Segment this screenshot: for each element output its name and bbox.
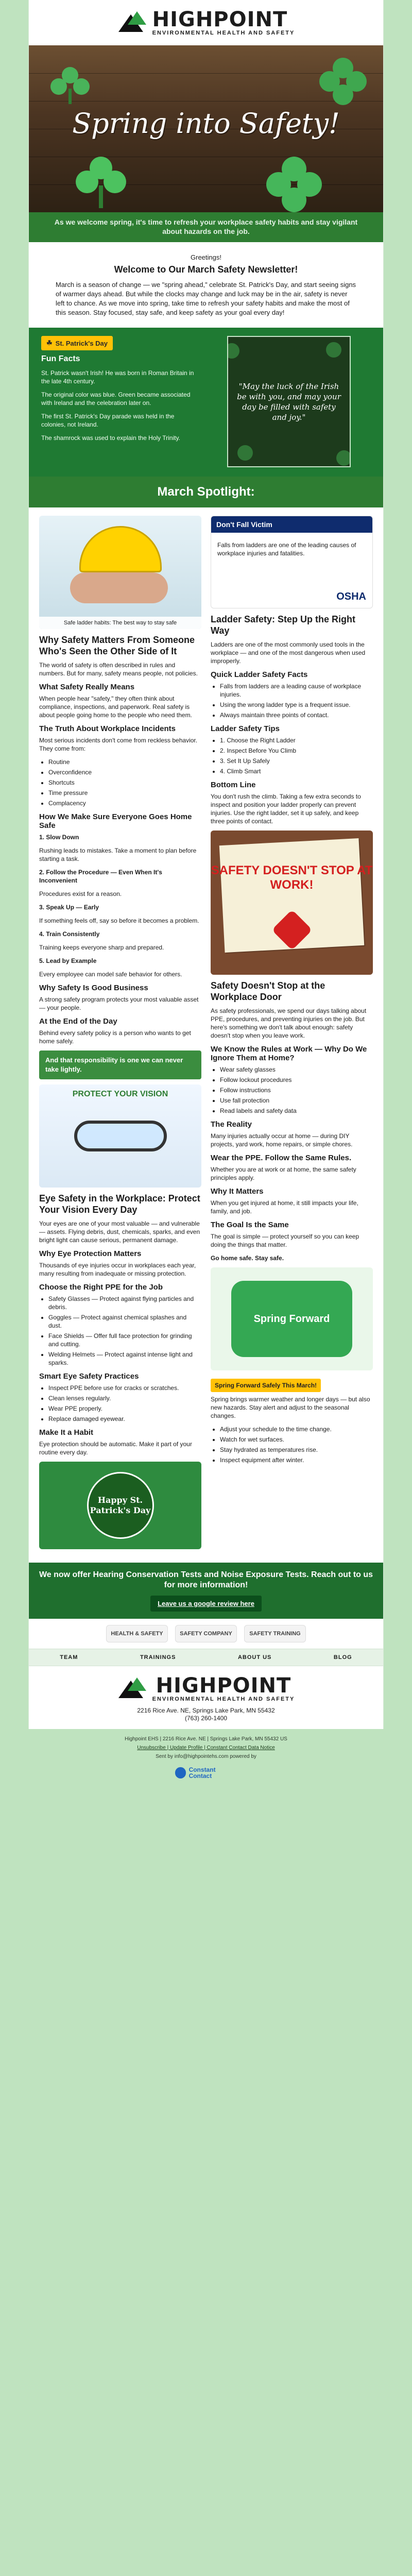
- nav-blog[interactable]: BLOG: [333, 1654, 352, 1660]
- welcome-section: [29, 242, 383, 328]
- home-safe-item-text: If something feels off, say so before it becomes a problem.: [39, 917, 199, 924]
- greeting: Greetings!: [191, 253, 221, 261]
- home-safe-item-text: Rushing leads to mistakes. Take a moment to plan before starting a task.: [39, 847, 197, 862]
- footer-logo: [29, 1675, 383, 1702]
- facts-image: [207, 336, 371, 467]
- home-safe-items: [39, 833, 201, 978]
- list-item: • 2. Inspect Before You Climb: [220, 747, 373, 755]
- article-title-safety-matters: Why Safety Matters From Someone Who's Seen the Other Side of It: [39, 635, 195, 656]
- list-item: • Falls from ladders are a leading cause of workplace injuries.: [220, 682, 373, 699]
- sent-by-line: Sent by info@highpointehs.com powered by: [156, 1754, 256, 1759]
- section-title-good-business: Why Safety Is Good Business: [39, 984, 148, 992]
- ladder-image-banner: Don't Fall Victim: [211, 516, 372, 533]
- section-text: You don't rush the climb. Taking a few extra seconds to inspect and position your ladder properly can prevent injuries. Use the right ladder, set it up safely, and keep three points of contact.: [211, 793, 361, 825]
- unsubscribe-links[interactable]: Unsubscribe | Update Profile | Constant Contact Data Notice: [137, 1745, 275, 1751]
- section-text: Behind every safety policy is a person who wants to get home safely.: [39, 1029, 191, 1045]
- hard-hat-image: [39, 516, 201, 629]
- list-item: • Replace damaged eyewear.: [48, 1415, 201, 1423]
- footer-brand: [29, 1666, 383, 1729]
- list-item: • Time pressure: [48, 789, 201, 797]
- logo-triangle-green: [128, 11, 146, 25]
- left-column: [39, 516, 201, 1554]
- goggles-icon: [74, 1121, 167, 1151]
- list-item: • Always maintain three points of contact.: [220, 711, 373, 719]
- list-item: • Follow lockout procedures: [220, 1076, 373, 1084]
- list-item: • 1. Choose the Right Ladder: [220, 736, 373, 744]
- section-title-make-habit: Make It a Habit: [39, 1428, 94, 1437]
- section-title-why-it-matters: Why It Matters: [211, 1187, 264, 1196]
- logo-text: [152, 1675, 295, 1702]
- ladder-image-stat: Falls from ladders are one of the leading causes of workplace injuries and fatalities.: [217, 541, 356, 557]
- footer-address: 2216 Rice Ave. NE, Springs Lake Park, MN 55432: [137, 1707, 275, 1714]
- section-text: Thousands of eye injuries occur in workplaces each year, many resulting from inadequate or missing protection.: [39, 1262, 196, 1277]
- spotlight-banner: March Spotlight:: [29, 477, 383, 507]
- logo-tagline: ENVIRONMENTAL HEALTH AND SAFETY: [152, 1696, 295, 1702]
- hearing-tests-text: We now offer Hearing Conservation Tests and Noise Exposure Tests. Reach out to us for more information!: [39, 1570, 373, 1589]
- ladder-facts-list: [211, 682, 373, 719]
- section-title-incidents: The Truth About Workplace Incidents: [39, 724, 176, 733]
- list-item: • 4. Climb Smart: [220, 767, 373, 775]
- section-title-goal: The Goal Is the Same: [211, 1221, 289, 1229]
- partner-logo: SAFETY TRAINING: [244, 1625, 306, 1642]
- responsibility-callout: And that responsibility is one we can never take lightly.: [39, 1050, 201, 1079]
- incident-causes-list: [39, 758, 201, 807]
- st-patricks-badge: [41, 336, 113, 350]
- spring-forward-image: [211, 1267, 373, 1370]
- list-item: • Welding Helmets — Protect against intense light and sparks.: [48, 1350, 201, 1367]
- partner-logo: HEALTH & SAFETY: [106, 1625, 168, 1642]
- section-title-bottom-line: Bottom Line: [211, 781, 256, 789]
- top-logo: [29, 0, 383, 45]
- hard-hat-icon: [79, 526, 162, 572]
- section-title-reality: The Reality: [211, 1120, 252, 1129]
- list-item: • Watch for wet surfaces.: [220, 1435, 373, 1444]
- section-title-end-of-day: At the End of the Day: [39, 1017, 117, 1026]
- ladder-tips-list: [211, 736, 373, 775]
- spring-forward-badge: Spring Forward Safely This March!: [211, 1379, 321, 1392]
- list-item: • Shortcuts: [48, 778, 201, 787]
- list-item: • Inspect equipment after winter.: [220, 1456, 373, 1464]
- hero-banner: [29, 45, 383, 212]
- section-title-wear-ppe: Wear the PPE. Follow the Same Rules.: [211, 1154, 352, 1162]
- work-rules-list: [211, 1065, 373, 1115]
- list-item: • Routine: [48, 758, 201, 766]
- home-safe-item-title: 1. Slow Down: [39, 834, 79, 841]
- list-item: • Face Shields — Offer full face protection for grinding and cutting.: [48, 1332, 201, 1348]
- logo-triangle-green: [128, 1677, 146, 1691]
- list-item: • Safety Glasses — Protect against flying particles and debris.: [48, 1295, 201, 1311]
- article-title-eye-safety: Eye Safety in the Workplace: Protect Your Vision Every Day: [39, 1193, 200, 1215]
- google-review-button[interactable]: Leave us a google review here: [150, 1596, 262, 1612]
- email-footer: [28, 1729, 384, 1791]
- section-text: A strong safety program protects your most valuable asset — your people.: [39, 996, 199, 1011]
- footer-nav: [29, 1649, 383, 1666]
- constant-contact-logo: [175, 1765, 237, 1781]
- section-text: The goal is simple — protect yourself so you can keep doing the things that matter.: [211, 1233, 359, 1248]
- leaf-decoration: [227, 343, 239, 359]
- hero-caption: As we welcome spring, it's time to refresh your workplace safety habits and stay vigilant about hazards on the job.: [29, 212, 383, 242]
- section-text: Whether you are at work or at home, the same safety principles apply.: [211, 1166, 356, 1181]
- facts-subtitle: Fun Facts: [41, 354, 80, 363]
- section-title-ladder-tips: Ladder Safety Tips: [211, 724, 280, 733]
- welcome-body: March is a season of change — we "spring ahead," celebrate St. Patrick's Day, and start seeing signs of warmer days ahead. But while the clocks may change and luck may be in the air, safety is never left to chance. As we move into spring, take time to refresh your safety habits and make the most of this season. Stay focused, stay safe, and keep safety as your goal every day!: [56, 281, 356, 316]
- osha-logo: OSHA: [336, 591, 366, 602]
- section-title-what-safety-means: What Safety Really Means: [39, 683, 135, 691]
- section-title-eye-protection-matters: Why Eye Protection Matters: [39, 1249, 142, 1258]
- clover-icon: [263, 154, 325, 212]
- right-column: [211, 516, 373, 1554]
- home-safe-item-text: Procedures exist for a reason.: [39, 890, 122, 897]
- section-title-rules-at-home: We Know the Rules at Work — Why Do We Ignore Them at Home?: [211, 1045, 367, 1062]
- list-item: • Read labels and safety data: [220, 1107, 373, 1115]
- home-safe-item-text: Training keeps everyone sharp and prepared.: [39, 944, 164, 951]
- eye-protection-label: PROTECT YOUR VISION: [72, 1090, 168, 1098]
- eye-practices-list: [39, 1384, 201, 1423]
- section-text: Spring brings warmer weather and longer days — but also new hazards. Stay alert and adjust to the seasonal changes.: [211, 1396, 370, 1419]
- logo-brand: HIGHPOINT: [152, 8, 288, 31]
- list-item: • Overconfidence: [48, 768, 201, 776]
- nav-about-us[interactable]: ABOUT US: [237, 1654, 272, 1660]
- clover-icon: [49, 66, 91, 107]
- home-safe-item-text: Every employee can model safe behavior for others.: [39, 971, 182, 978]
- email-canvas: [28, 0, 384, 1729]
- clover-icon: [73, 154, 129, 210]
- section-text: Eye protection should be automatic. Make it part of your routine every day.: [39, 1440, 192, 1456]
- constant-contact-icon: [175, 1767, 186, 1778]
- st-patricks-badge-label: St. Patrick's Day: [55, 339, 108, 347]
- spring-forward-pillow: Spring Forward: [231, 1281, 352, 1357]
- fact-1: St. Patrick wasn't Irish! He was born in Roman Britain in the late 4th century.: [41, 369, 194, 385]
- home-safe-item-title: 4. Train Consistently: [39, 930, 100, 938]
- list-item: • Use fall protection: [220, 1096, 373, 1105]
- clover-icon: [317, 56, 369, 107]
- section-title-home-safe: How We Make Sure Everyone Goes Home Safe: [39, 812, 192, 830]
- facts-text: [41, 336, 196, 467]
- list-item: • Follow instructions: [220, 1086, 373, 1094]
- section-text: Most serious incidents don't come from reckless behavior. They come from:: [39, 737, 198, 752]
- clover-icon: ☘: [46, 339, 53, 347]
- home-safe-item-title: 3. Speak Up — Early: [39, 904, 99, 911]
- list-item: • Adjust your schedule to the time change.: [220, 1425, 373, 1433]
- safety-doesnt-stop-image: [211, 831, 373, 975]
- partner-logo: SAFETY COMPANY: [175, 1625, 237, 1642]
- section-text: When people hear "safety," they often think about compliance, inspections, and paperwork. Real safety is about people going home to the people who need them.: [39, 695, 192, 719]
- spring-safety-list: [211, 1425, 373, 1464]
- article-title-home-safety: Safety Doesn't Stop at the Workplace Door: [211, 980, 325, 1002]
- section-text: When you get injured at home, it still impacts your life, family, and job.: [211, 1199, 358, 1215]
- list-item: • Wear safety glasses: [220, 1065, 373, 1074]
- spotlight-columns: [29, 516, 383, 1554]
- fact-2: The original color was blue. Green became associated with Ireland and the celebration later on.: [41, 391, 191, 406]
- constant-contact-text: Constant Contact: [188, 1766, 216, 1780]
- list-item: • Clean lenses regularly.: [48, 1394, 201, 1402]
- go-home-safe-line: Go home safe. Stay safe.: [211, 1255, 284, 1262]
- article-title-ladder-safety: Ladder Safety: Step Up the Right Way: [211, 614, 356, 636]
- highpoint-logo-mark: [117, 11, 147, 34]
- footer-line: Highpoint EHS | 2216 Rice Ave. NE | Springs Lake Park, MN 55432 US: [125, 1736, 287, 1742]
- hand-icon: [70, 572, 168, 603]
- st-patricks-image: [39, 1462, 201, 1549]
- highpoint-logo-mark: [117, 1677, 147, 1700]
- list-item: • Stay hydrated as temperatures rise.: [220, 1446, 373, 1454]
- list-item: • Wear PPE properly.: [48, 1404, 201, 1413]
- home-safe-item-title: 2. Follow the Procedure — Even When It's Inconvenient: [39, 869, 162, 884]
- quote-text: "May the luck of the Irish be with you, and may your day be filled with safety and joy.": [237, 381, 341, 422]
- home-safe-item-title: 5. Lead by Example: [39, 957, 97, 964]
- st-patricks-facts: [29, 328, 383, 477]
- list-item: • Goggles — Protect against chemical splashes and dust.: [48, 1313, 201, 1330]
- ppe-list: [39, 1295, 201, 1367]
- fact-3: The first St. Patrick's Day parade was held in the colonies, not Ireland.: [41, 413, 175, 428]
- partner-logos: [29, 1619, 383, 1649]
- section-text: Many injuries actually occur at home — during DIY projects, yard work, home repairs, or simple chores.: [211, 1132, 353, 1148]
- footer-phone: (763) 260-1400: [184, 1715, 228, 1722]
- list-item: • Complacency: [48, 799, 201, 807]
- list-item: • 3. Set It Up Safely: [220, 757, 373, 765]
- image-caption: Safe ladder habits: The best way to stay safe: [39, 617, 201, 629]
- section-title-eye-practices: Smart Eye Safety Practices: [39, 1372, 139, 1381]
- hearing-tests-banner: [29, 1563, 383, 1619]
- footer-links: [28, 1745, 384, 1751]
- eye-protection-image: [39, 1084, 201, 1188]
- section-title-choose-ppe: Choose the Right PPE for the Job: [39, 1283, 163, 1292]
- article-intro: Your eyes are one of your most valuable — and vulnerable — assets. Flying debris, dust, chemicals, sparks, and even bright light can cause serious, permanent damage.: [39, 1220, 200, 1244]
- leaf-decoration: [237, 445, 253, 461]
- nav-trainings[interactable]: TRAININGS: [140, 1654, 176, 1660]
- logo-tagline: ENVIRONMENTAL HEALTH AND SAFETY: [152, 30, 295, 36]
- section-title-ladder-facts: Quick Ladder Safety Facts: [211, 670, 308, 679]
- hero-title: Spring into Safety!: [72, 107, 340, 140]
- logo-text: [152, 9, 295, 36]
- list-item: • Using the wrong ladder type is a frequent issue.: [220, 701, 373, 709]
- safety-doesnt-stop-text: SAFETY DOESN'T STOP AT WORK!: [211, 863, 373, 892]
- ladder-safety-image: [211, 516, 373, 608]
- leaf-decoration: [326, 342, 341, 358]
- article-intro: The world of safety is often described in rules and numbers. But for many, safety means people, not policies.: [39, 662, 198, 677]
- article-intro: Ladders are one of the most commonly used tools in the workplace — and one of the most dangerous when used improperly.: [211, 641, 366, 665]
- fact-4: The shamrock was used to explain the Holy Trinity.: [41, 434, 180, 442]
- leaf-decoration: [336, 450, 351, 466]
- nav-team[interactable]: TEAM: [60, 1654, 78, 1660]
- quote-card: [227, 336, 351, 467]
- spacer: [29, 507, 383, 516]
- logo-brand: HIGHPOINT: [156, 1674, 291, 1698]
- list-item: • Inspect PPE before use for cracks or scratches.: [48, 1384, 201, 1392]
- welcome-headline: Welcome to Our March Safety Newsletter!: [114, 264, 298, 275]
- article-intro: As safety professionals, we spend our days talking about PPE, procedures, and preventing injuries on the job. But here's something we don't talk about enough: safety doesn't stop when you leave work.: [211, 1007, 367, 1039]
- st-patricks-circle: Happy St. Patrick's Day: [87, 1472, 154, 1539]
